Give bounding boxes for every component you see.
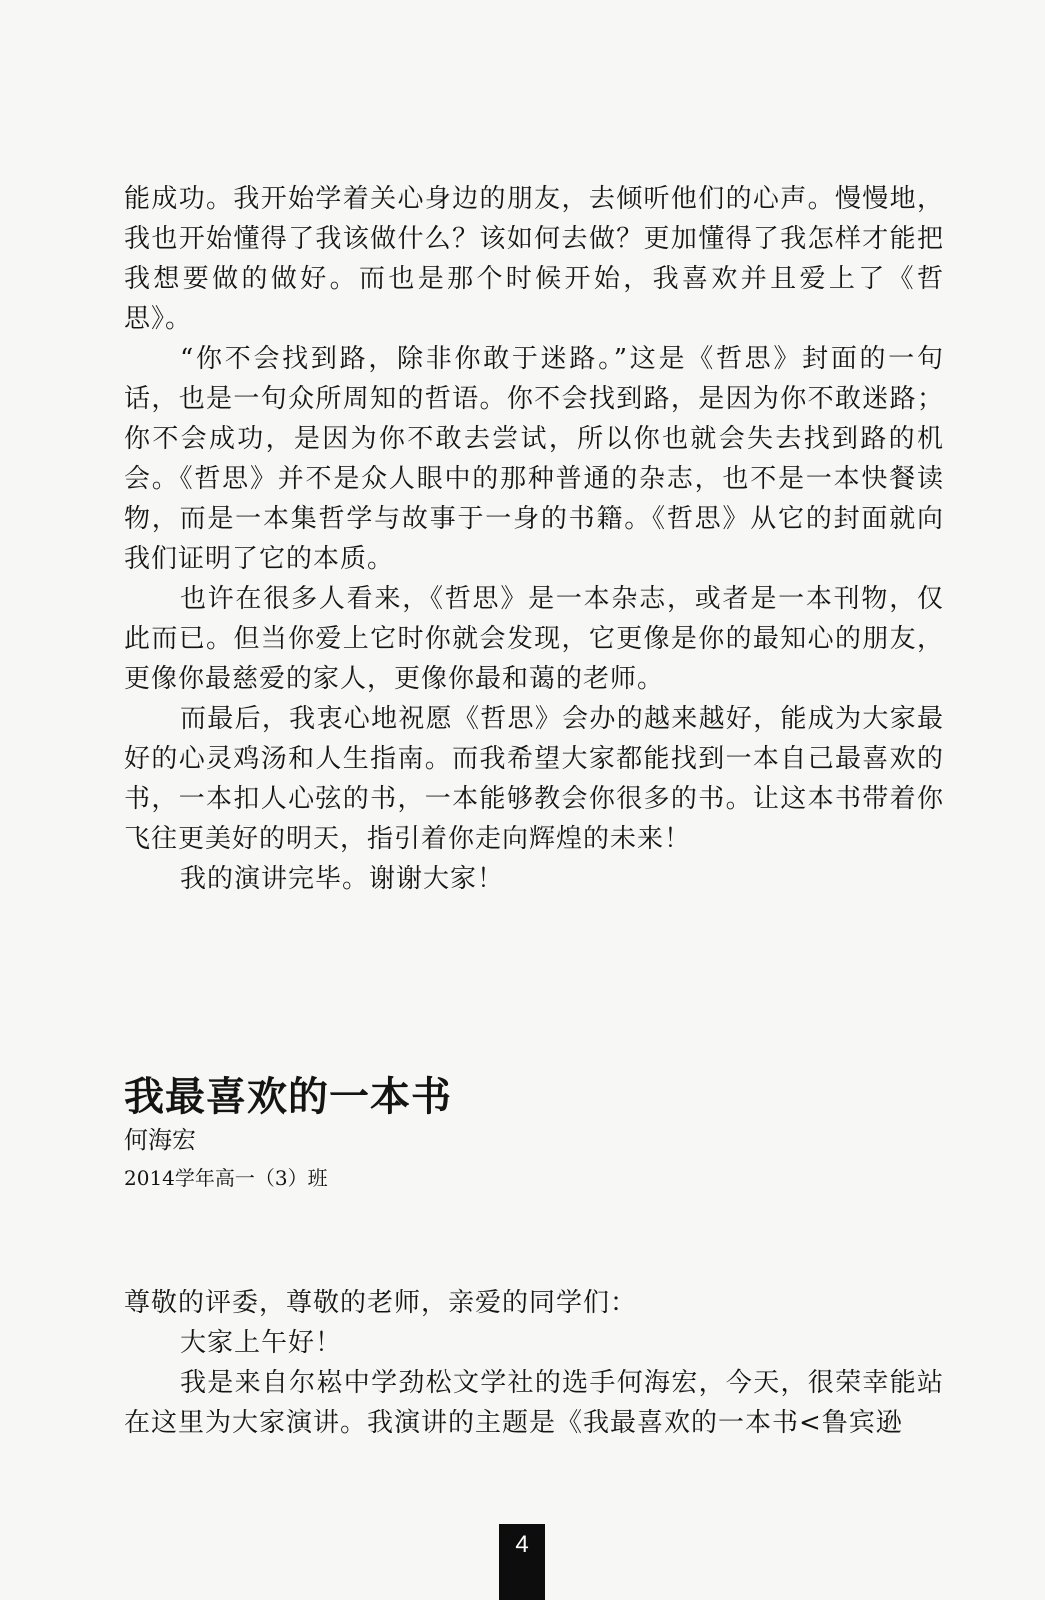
article-author: 何海宏 — [124, 1126, 196, 1154]
page-number: 4 — [515, 1531, 529, 1558]
page-number-tab — [499, 1524, 545, 1600]
previous-speech-ending — [124, 179, 944, 899]
paragraph-continuation: 能成功。我开始学着关心身边的朋友，去倾听他们的心声。慢慢地，我也开始懂得了我该做什么？该如何去做？更加懂得了我怎样才能把我想要做的做好。而也是那个时候开始，我喜欢并且爱上了《哲思》。 — [124, 184, 944, 334]
paragraph-zhesi-like-friend: 也许在很多人看来，《哲思》是一本杂志，或者是一本刊物，仅此而已。但当你爱上它时你就会发现，它更像是你的最知心的朋友，更像你最慈爱的家人，更像你最和蔼的老师。 — [124, 584, 944, 694]
paragraph-thanks: 我的演讲完毕。谢谢大家！ — [180, 864, 505, 894]
paragraph-closing-wishes: 而最后，我衷心地祝愿《哲思》会办的越来越好，能成为大家最好的心灵鸡汤和人生指南。而我希望大家都能找到一本自己最喜欢的书，一本扣人心弦的书，一本能够教会你很多的书。让这本书带着你飞往更美好的明天，指引着你走向辉煌的未来！ — [124, 704, 944, 854]
new-speech-body — [124, 1283, 944, 1443]
article-title: 我最喜欢的一本书 — [124, 1074, 452, 1120]
paragraph-introduction: 我是来自尔崧中学劲松文学社的选手何海宏，今天，很荣幸能站在这里为大家演讲。我演讲的主题是《我最喜欢的一本书<鲁宾逊 — [124, 1368, 944, 1438]
article-class-info: 2014学年高一（3）班 — [124, 1166, 328, 1190]
paragraph-salutation: 尊敬的评委，尊敬的老师，亲爱的同学们： — [124, 1288, 638, 1318]
paragraph-greeting: 大家上午好！ — [180, 1328, 343, 1358]
paragraph-zhesi-cover-quote: “你不会找到路，除非你敢于迷路。”这是《哲思》封面的一句话，也是一句众所周知的哲语。你不会找到路，是因为你不敢迷路；你不会成功，是因为你不敢去尝试，所以你也就会失去找到路的机会。《哲思》并不是众人眼中的那种普通的杂志，也不是一本快餐读物，而是一本集哲学与故事于一身的书籍。《哲思》从它的封面就向我们证明了它的本质。 — [124, 344, 944, 574]
